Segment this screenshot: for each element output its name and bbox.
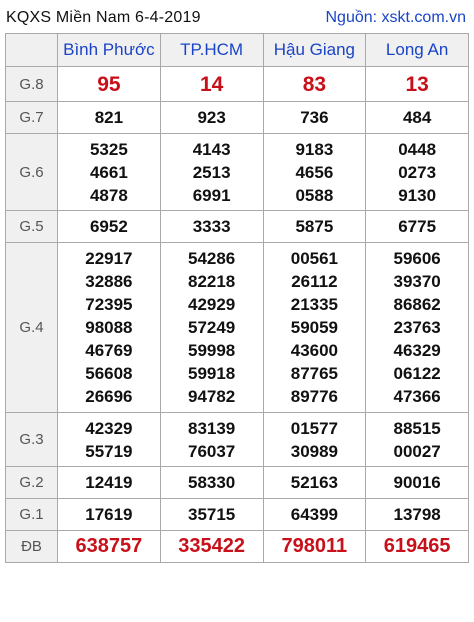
lottery-number: 13798: [393, 505, 441, 524]
prize-label: G.7: [6, 102, 58, 134]
lottery-number: 6775: [398, 217, 437, 236]
prize-row-g2: [6, 467, 469, 499]
lottery-number: 3333: [192, 217, 231, 236]
number-cell: [366, 211, 469, 243]
province-name[interactable]: Long An: [366, 34, 469, 67]
lottery-number: 90016: [393, 473, 441, 492]
prize-row-g6: [6, 134, 469, 211]
number-cell: [263, 102, 366, 134]
lottery-number: 06122: [393, 364, 441, 383]
lottery-number: 23763: [393, 318, 441, 337]
lottery-number: 9183: [295, 139, 334, 159]
lottery-number: 64399: [290, 505, 339, 524]
lottery-number: 4661: [89, 162, 128, 182]
number-cell: [263, 67, 366, 102]
number-cell: [263, 134, 366, 211]
number-cell: [58, 102, 161, 134]
number-cell: [263, 243, 366, 413]
prize-label: G.1: [6, 499, 58, 531]
lottery-number: 89776: [290, 387, 339, 406]
number-cell: [58, 499, 161, 531]
lottery-number: 59918: [187, 364, 236, 383]
lottery-number: 59998: [187, 341, 236, 360]
number-cell: [160, 67, 263, 102]
results-page: [5, 3, 468, 563]
number-cell: [366, 467, 469, 499]
number-cell: [263, 467, 366, 499]
number-cell: [160, 211, 263, 243]
province-name[interactable]: Bình Phước: [58, 34, 161, 67]
lottery-number: 59059: [290, 318, 339, 337]
lottery-number: 39370: [393, 272, 441, 291]
lottery-number: 56608: [85, 364, 133, 383]
source-link[interactable]: Nguồn: xskt.com.vn: [325, 9, 466, 26]
lottery-number: 0588: [295, 185, 334, 205]
prize-label: G.2: [6, 467, 58, 499]
number-cell: [160, 467, 263, 499]
number-cell: [366, 134, 469, 211]
header-bar: [5, 3, 468, 33]
lottery-number: 619465: [383, 535, 451, 557]
lottery-number: 12419: [85, 473, 133, 492]
lottery-number: 798011: [281, 535, 348, 557]
lottery-number: 76037: [187, 441, 236, 461]
number-cell: [160, 499, 263, 531]
number-cell: [263, 413, 366, 467]
number-cell: [160, 413, 263, 467]
number-cell: [263, 499, 366, 531]
lottery-number: 923: [197, 108, 226, 127]
lottery-number: 43600: [290, 341, 339, 360]
number-cell: [160, 102, 263, 134]
results-table: [5, 33, 469, 563]
lottery-number: 59606: [393, 249, 441, 268]
lottery-number: 46769: [85, 341, 133, 360]
number-cell: [58, 134, 161, 211]
lottery-number: 01577: [290, 418, 339, 438]
province-name[interactable]: Hậu Giang: [263, 34, 366, 67]
number-cell: [58, 67, 161, 102]
prize-label: G.8: [6, 67, 58, 102]
prize-row-g3: [6, 413, 469, 467]
lottery-number: 736: [300, 108, 329, 127]
lottery-number: 13: [405, 72, 429, 96]
corner-cell: [6, 34, 58, 67]
lottery-number: 6991: [192, 185, 231, 205]
lottery-number: 87765: [290, 364, 339, 383]
lottery-number: 484: [402, 108, 432, 127]
lottery-number: 14: [199, 72, 224, 96]
lottery-number: 9130: [398, 185, 437, 205]
lottery-number: 4656: [295, 162, 334, 182]
lottery-number: 17619: [85, 505, 133, 524]
number-cell: [160, 134, 263, 211]
prize-label: G.3: [6, 413, 58, 467]
lottery-number: 5325: [89, 139, 128, 159]
prize-row-special: [6, 531, 469, 563]
number-cell: [58, 413, 161, 467]
lottery-number: 82218: [187, 272, 236, 291]
lottery-number: 35715: [187, 505, 236, 524]
lottery-number: 83139: [187, 418, 236, 438]
province-header-row: [6, 34, 469, 67]
prize-label: ĐB: [6, 531, 58, 563]
number-cell: [366, 499, 469, 531]
page-title: KQXS Miền Nam 6-4-2019: [6, 9, 201, 26]
number-cell: [160, 531, 263, 563]
lottery-number: 0448: [398, 139, 437, 159]
lottery-number: 83: [302, 72, 327, 96]
lottery-number: 46329: [393, 341, 441, 360]
province-name[interactable]: TP.HCM: [160, 34, 263, 67]
number-cell: [263, 531, 366, 563]
prize-label: G.5: [6, 211, 58, 243]
number-cell: [366, 243, 469, 413]
prize-row-g5: [6, 211, 469, 243]
lottery-number: 21335: [290, 295, 339, 314]
number-cell: [58, 211, 161, 243]
lottery-number: 00561: [290, 249, 339, 268]
lottery-number: 32886: [85, 272, 133, 291]
lottery-number: 4143: [192, 139, 231, 159]
lottery-number: 2513: [192, 162, 231, 182]
lottery-number: 5875: [295, 217, 334, 236]
lottery-number: 22917: [85, 249, 133, 268]
lottery-number: 42329: [85, 418, 133, 438]
lottery-number: 00027: [393, 441, 441, 461]
prize-label: G.6: [6, 134, 58, 211]
lottery-number: 6952: [89, 217, 128, 236]
lottery-number: 335422: [178, 535, 245, 557]
lottery-number: 26112: [291, 272, 338, 291]
prize-row-g1: [6, 499, 469, 531]
number-cell: [58, 531, 161, 563]
lottery-number: 86862: [393, 295, 441, 314]
lottery-number: 0273: [398, 162, 437, 182]
lottery-number: 26696: [85, 387, 133, 406]
lottery-number: 52163: [290, 473, 339, 492]
lottery-number: 98088: [85, 318, 133, 337]
lottery-number: 58330: [187, 473, 236, 492]
lottery-number: 47366: [393, 387, 441, 406]
number-cell: [366, 67, 469, 102]
prize-row-g7: [6, 102, 469, 134]
lottery-number: 94782: [187, 387, 236, 406]
lottery-number: 54286: [187, 249, 236, 268]
lottery-number: 55719: [85, 441, 133, 461]
number-cell: [58, 243, 161, 413]
lottery-number: 72395: [85, 295, 133, 314]
lottery-number: 95: [97, 72, 121, 96]
lottery-number: 4878: [89, 185, 128, 205]
lottery-number: 30989: [290, 441, 339, 461]
lottery-number: 42929: [187, 295, 236, 314]
number-cell: [263, 211, 366, 243]
lottery-number: 88515: [393, 418, 441, 438]
number-cell: [160, 243, 263, 413]
lottery-number: 638757: [75, 535, 143, 557]
number-cell: [366, 413, 469, 467]
number-cell: [58, 467, 161, 499]
lottery-number: 821: [94, 108, 124, 127]
number-cell: [366, 531, 469, 563]
number-cell: [366, 102, 469, 134]
prize-row-g4: [6, 243, 469, 413]
lottery-number: 57249: [187, 318, 236, 337]
prize-label: G.4: [6, 243, 58, 413]
prize-row-g8: [6, 67, 469, 102]
